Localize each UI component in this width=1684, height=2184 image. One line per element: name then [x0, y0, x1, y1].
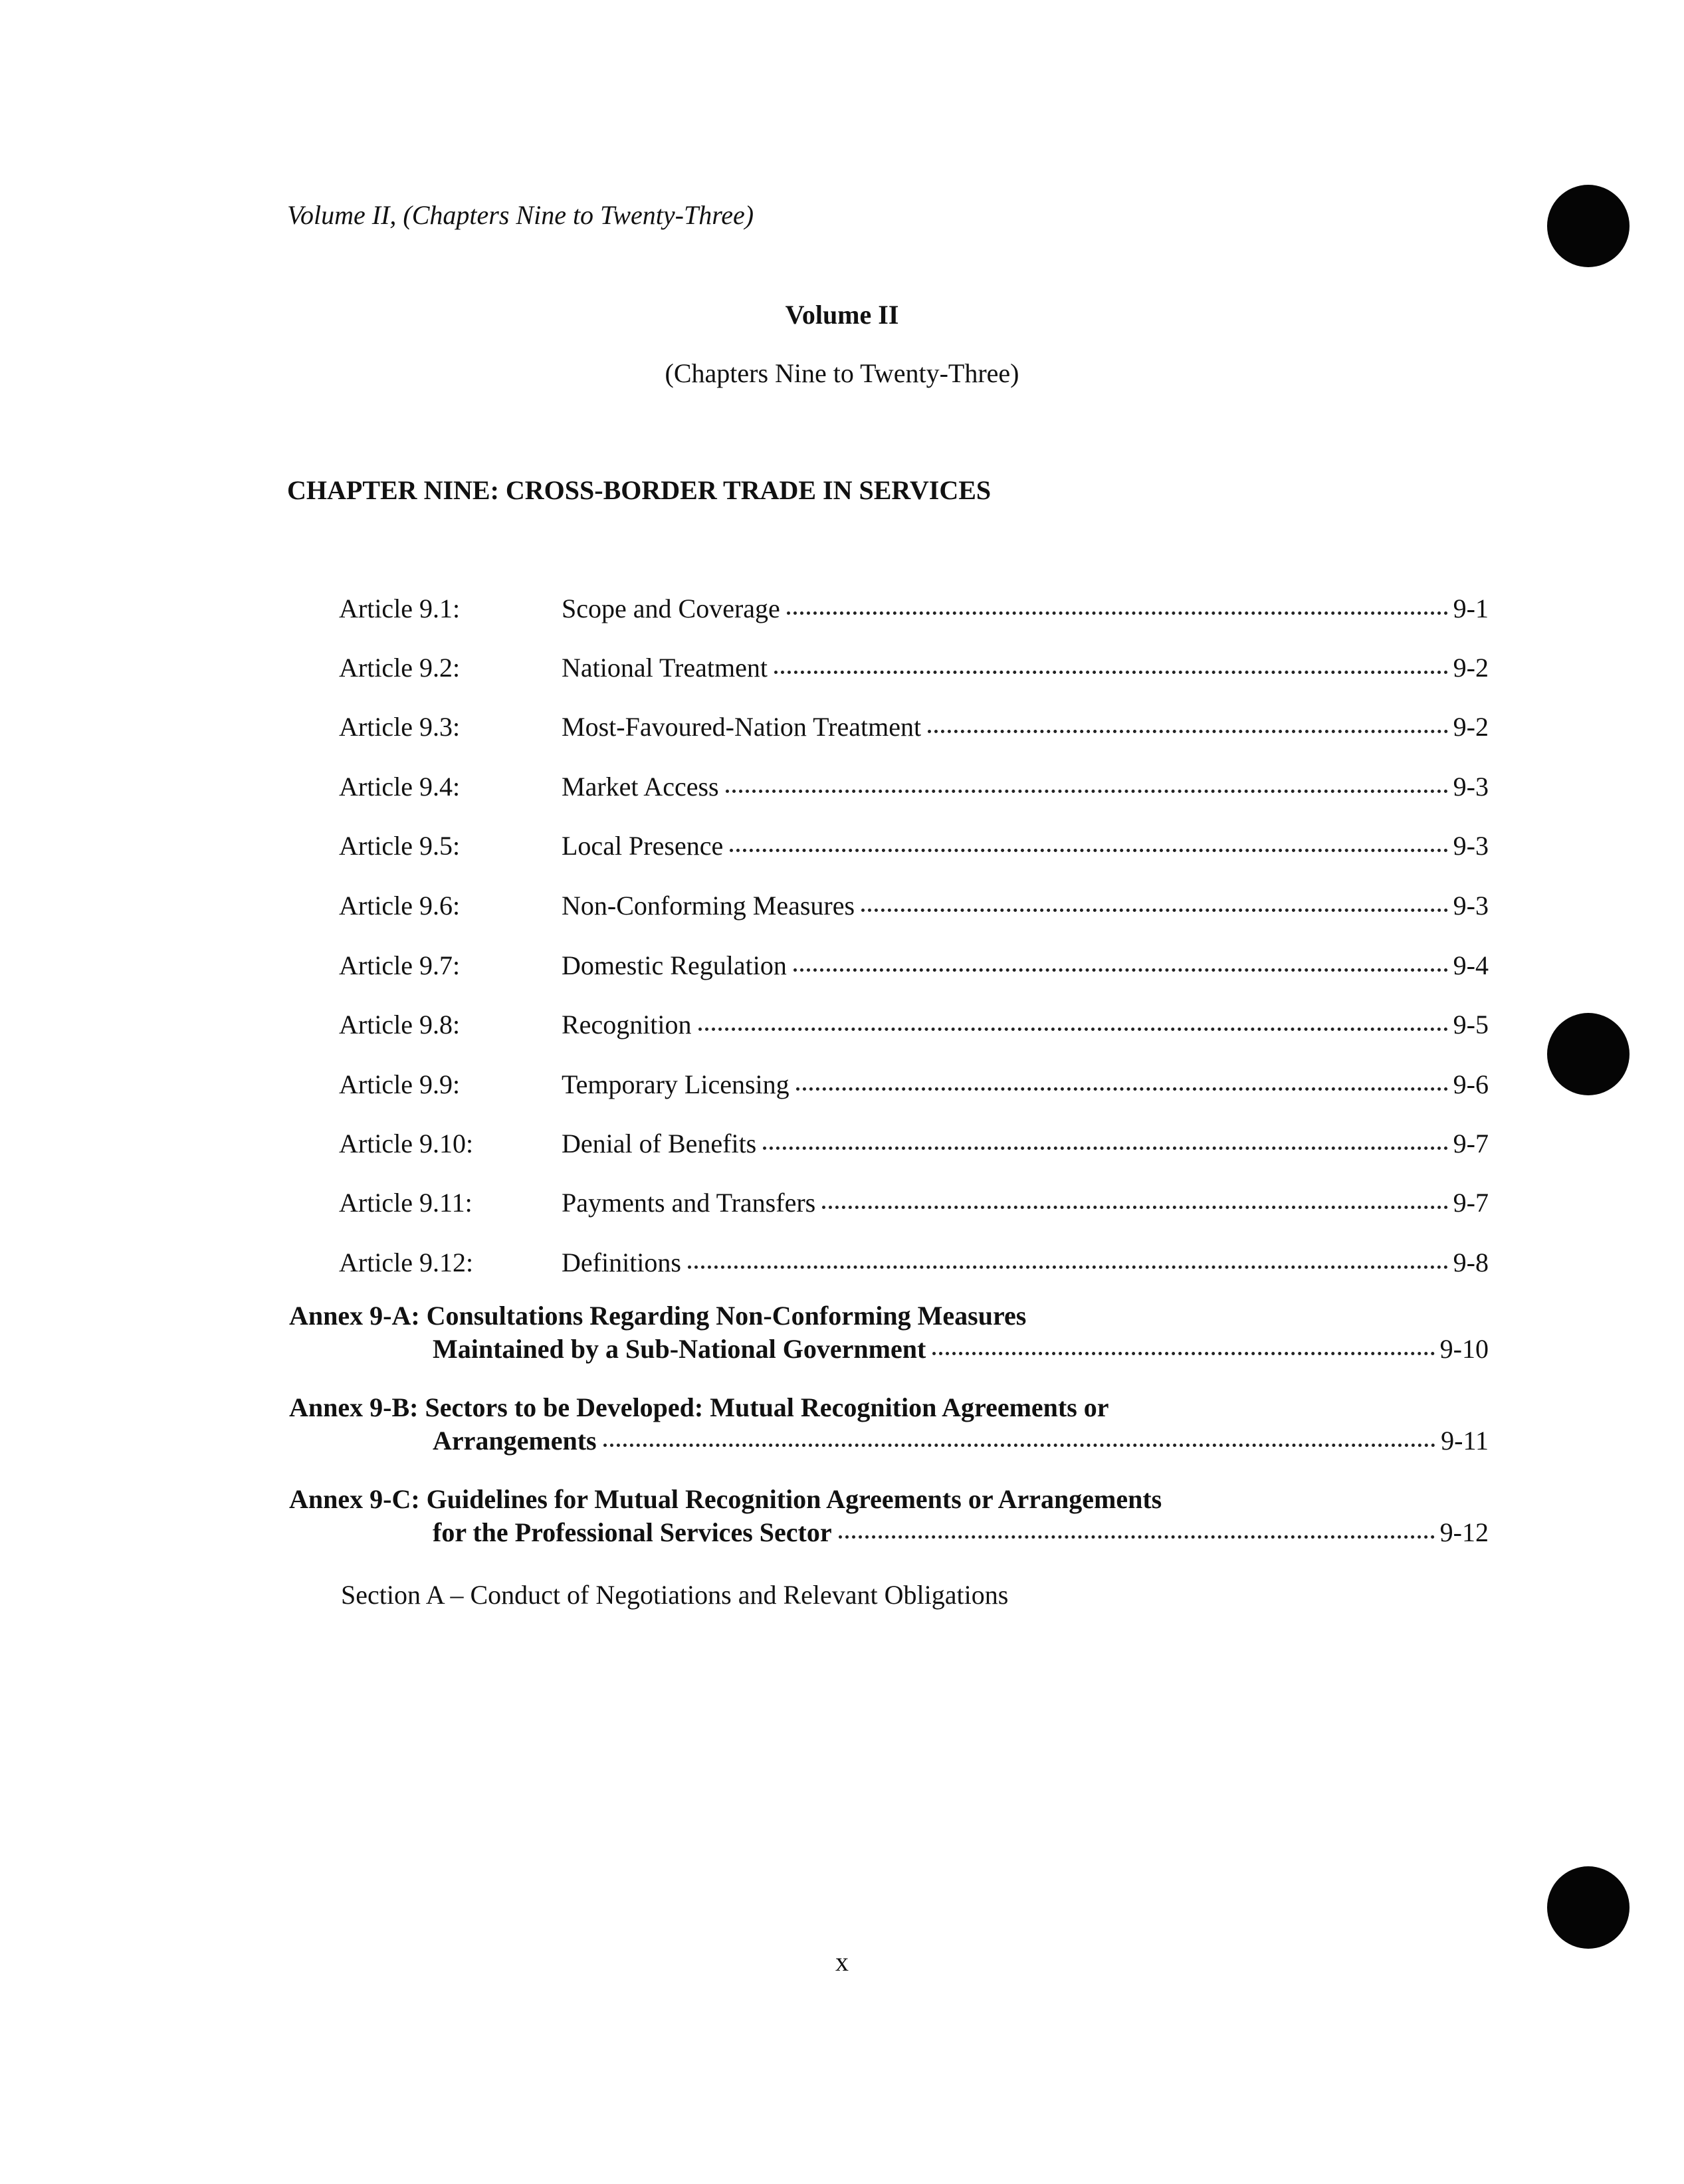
article-page: 9-7 [1453, 1129, 1489, 1158]
annex-page: 9-12 [1439, 1517, 1489, 1547]
punch-hole-top [1547, 185, 1630, 267]
punch-hole-bottom [1547, 1866, 1630, 1949]
chapter-title: CHAPTER NINE: CROSS-BORDER TRADE IN SERVICES [287, 475, 992, 505]
dot-leader [796, 1083, 1448, 1091]
annex-title: Annex 9-C: Guidelines for Mutual Recognition Agreements or Arrangements [289, 1484, 1162, 1514]
toc-entry [0, 950, 1684, 990]
article-number: Article 9.4: [339, 772, 461, 802]
annex-title: Annex 9-A: Consultations Regarding Non-Conforming Measures [289, 1301, 1027, 1331]
annex-entry [289, 1483, 1489, 1550]
article-page: 9-3 [1453, 831, 1489, 861]
article-number: Article 9.9: [339, 1069, 461, 1099]
dot-leader [822, 1202, 1447, 1209]
section-heading: Section A – Conduct of Negotiations and Relevant Obligations [341, 1580, 1009, 1610]
dot-leader [688, 1261, 1448, 1269]
toc-entry [0, 890, 1684, 930]
article-title: Recognition [562, 1010, 692, 1039]
annex-title-continued: Arrangements [433, 1426, 597, 1456]
article-number: Article 9.1: [339, 594, 461, 623]
dot-leader [932, 1348, 1434, 1355]
annex-page: 9-11 [1441, 1426, 1489, 1456]
annex-title-continued: for the Professional Services Sector [433, 1517, 832, 1547]
article-number: Article 9.11: [339, 1188, 473, 1218]
toc-entry [0, 1009, 1684, 1049]
article-number: Article 9.7: [339, 950, 461, 980]
dot-leader [698, 1024, 1448, 1031]
article-title: Non-Conforming Measures [562, 891, 855, 921]
article-page: 9-6 [1453, 1069, 1489, 1099]
toc-entry [0, 771, 1684, 811]
volume-subtitle: (Chapters Nine to Twenty-Three) [665, 358, 1019, 388]
article-title: Scope and Coverage [562, 594, 780, 623]
article-title: Market Access [562, 772, 719, 802]
article-title: National Treatment [562, 653, 768, 683]
article-title: Temporary Licensing [562, 1069, 789, 1099]
dot-leader [603, 1440, 1436, 1447]
dot-leader [730, 845, 1447, 852]
toc-entry [0, 652, 1684, 692]
article-title: Denial of Benefits [562, 1129, 757, 1158]
article-number: Article 9.5: [339, 831, 461, 861]
annex-title-continued: Maintained by a Sub-National Government [433, 1334, 926, 1364]
toc-entry [0, 1128, 1684, 1168]
toc-entry [0, 1187, 1684, 1227]
article-number: Article 9.3: [339, 712, 461, 742]
article-title: Local Presence [562, 831, 724, 861]
article-page: 9-2 [1453, 712, 1489, 742]
toc-entry [0, 593, 1684, 633]
annex-entry [289, 1300, 1489, 1366]
article-number: Article 9.6: [339, 891, 461, 921]
article-page: 9-8 [1453, 1248, 1489, 1277]
article-number: Article 9.12: [339, 1248, 474, 1277]
toc-entry [0, 711, 1684, 751]
annex-entry [289, 1392, 1489, 1458]
dot-leader [793, 964, 1448, 972]
article-page: 9-2 [1453, 653, 1489, 683]
article-title: Most-Favoured-Nation Treatment [562, 712, 922, 742]
dot-leader [861, 905, 1448, 912]
article-page: 9-4 [1453, 950, 1489, 980]
dot-leader [774, 667, 1448, 674]
article-page: 9-1 [1453, 594, 1489, 623]
article-page: 9-5 [1453, 1010, 1489, 1039]
article-page: 9-7 [1453, 1188, 1489, 1218]
article-number: Article 9.2: [339, 653, 461, 683]
dot-leader [928, 726, 1448, 733]
toc-entry [0, 830, 1684, 870]
toc-entry [0, 1247, 1684, 1287]
article-title: Payments and Transfers [562, 1188, 816, 1218]
article-title: Domestic Regulation [562, 950, 787, 980]
dot-leader [787, 607, 1448, 615]
annex-page: 9-10 [1439, 1334, 1489, 1364]
article-page: 9-3 [1453, 891, 1489, 921]
dot-leader [726, 786, 1448, 793]
article-page: 9-3 [1453, 772, 1489, 802]
page-number: x [835, 1947, 849, 1977]
annex-title: Annex 9-B: Sectors to be Developed: Mutual Recognition Agreements or [289, 1392, 1109, 1422]
dot-leader [839, 1531, 1435, 1539]
article-number: Article 9.8: [339, 1010, 461, 1039]
article-title: Definitions [562, 1248, 681, 1277]
dot-leader [763, 1143, 1447, 1150]
running-header: Volume II, (Chapters Nine to Twenty-Three) [287, 200, 754, 230]
article-number: Article 9.10: [339, 1129, 474, 1158]
toc-entry [0, 1069, 1684, 1109]
volume-title: Volume II [785, 300, 899, 330]
